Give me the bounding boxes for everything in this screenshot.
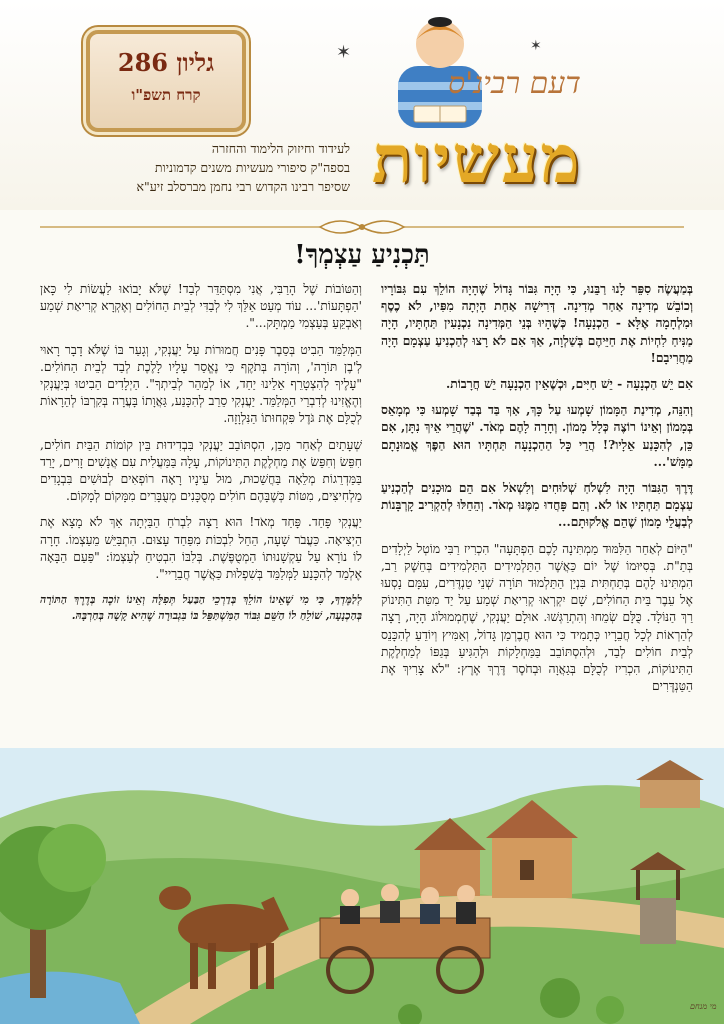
bird-icon: ✶ <box>336 42 352 63</box>
bird-icon: ✶ <box>530 38 542 54</box>
paragraph: יַעֲנְקִי פָּחַד. פָּחַד מְאֹד! הוּא רָצָה לִבְרֹחַ הַבַּיְתָה אַךְ לֹא מָצָא אֶת הַיְצִיאָה. כַּעֲבֹר שָׁעָה, הֵחֵל לִבְכּוֹת מִפַּחַד עָצוּם. הִתְבַּיֵּשׁ מֵעַצְמוֹ. חָרָה לוֹ נוֹרָא עַל עַקְשָׁנוּתוֹ הַמְטֻפֶּשֶׁת. בְּלִבּוֹ הִבְטִיחַ לְעַצְמוֹ: "פַּעַם הַבָּאָה אֶלְמַד לְהִכָּנַע לַמְּלַמֵּד בְּשִׁפְלוּת כַּאֲשֶׁר חֲבֵרַיי". <box>40 515 362 582</box>
subtitle-line: שסיפר רבינו הקדוש רבי נחמן מברסלב זיע"א <box>136 179 350 194</box>
ornament-divider <box>0 215 724 239</box>
moral-paragraph: לְלַמֶּדְךָ, כִּי מִי שֶׁאֵינוֹ הוֹלֵךְ בְּדַרְכֵי הַבַּעַל תְּפִלָּה וְאֵינוֹ זוֹכֶה בְּדֶרֶךְ הַתּוֹרָה בְּהַכְנָעָה, שׁוֹלֵחַ לוֹ הַשֵּׁם גִּבּוֹר הַמִּשְׁתַּפֵּל בּוֹ בִּגְבוּרָה שֶׁהִיא קָשָׁה בְּחַרְבָּהּ. <box>40 593 362 622</box>
issue-badge <box>86 30 246 132</box>
subtitle-line: לעידוד וחיזוק הלימוד והחזרה <box>211 141 350 156</box>
artist-signature: מי מנחם <box>690 1002 717 1011</box>
left-column <box>40 281 362 632</box>
right-column <box>381 281 693 704</box>
issue-number: גליון 286 <box>117 48 215 77</box>
script-title: דעם רבינ'ס <box>448 66 581 101</box>
paragraph: בְּמַעֲשֶׂה סִפֵּר לָנוּ רַבֵּנוּ, כִּי הָיָה גִּבּוֹר גָּדוֹל שֶׁהָיָה הוֹלֵךְ עִם גִּבּוֹרָיו וְכוֹבֵשׁ מְדִינָה אַחַר מְדִינָה. דְּרִישָׁה אַחַת הָיְתָה מִפִּיו, לֹא כֶסֶף וּמִלְחָמָה אֶלָּא - הַכְנָעָה! כְּשֶׁהָיוּ בְּנֵי הַמְּדִינָה נִכְנָעִין תַּחְתָּיו, הָיָה מַנִּיחַ לִחְיוֹת אֶת חַיֵּיהֶם בְּשַׁלְוָה, אַךְ אִם לֹא רָצוּ לְהַכְנִיעַ עַצְמָם הָיָה מַחֲרִיבָם! <box>381 282 693 365</box>
publication-title: מעשיות <box>372 120 582 198</box>
paragraph: אִם יֵשׁ הַכְנָעָה - יֵשׁ חַיִּים, וּכְשֶׁאֵין הַכְנָעָה יֵשׁ חֲרָבוֹת. <box>446 377 693 392</box>
header-banner <box>0 0 724 210</box>
paragraph: שְׁעָתַיִם לְאַחַר מִכֵּן, הִסְתּוֹבֵב יַעֲנְקִי בִּבְדִידוּת בֵּין קוֹמוֹת הַבַּיִת חוֹלִים, חִפֵּשׂ וְחִפֵּשׂ אֶת מַחְלֶקֶת הַתִּינוֹקוֹת, עָלָה בַּמַּעֲלִית עִם אֲנָשִׁים זָרִים, יָרַד בַּמַּדְרֵגוֹת מְלֵאָה בַּחֲשֵׁכוּת, מוּל עֵינָיו רָאָה רוֹפְאִים לְבוּשִׁים בִּבְגָדִים מַלְחִיצִים, מִטּוֹת כְּשֶׁבָּהֶם חוֹלִים מְסֻכָּנִים מְעֻבָּרִים מִמָּקוֹם לְמָקוֹם. <box>40 437 362 504</box>
parsha-label: קרח תשפ"ו <box>131 86 201 104</box>
paragraph: הַמְּלַמֵּד הֵבִיט בְּסֵבֶר פָּנִים חֲמוּרוֹת עַל יַעֲנְקִי, וְגָעַר בּוֹ שֶׁלֹּא דָבָר רָאוּי לְ'בֶן תּוֹרָה', וְהוֹרָה בְּתֹקֶף כִּי נֶאֱסַר עָלָיו לָלֶכֶת לְבַד לְבֵית הַחוֹלִים. "עָלֶיךָ לְהִצְטָרֵף אֵלֵינוּ יַחַד, אוֹ לְמַהֵר לְבֵיתְךָ". הַיְלָדִים הֵבִיטוּ בְּיַעֲנְקִי וְהֶאֱזִינוּ לְדִבְרֵי הַמְּלַמֵּד. יַעֲנְקִי סֵרֵב לְהִכָּנַע, גַּאֲוָתוֹ בָּעֲרָה בְּקִרְבּוֹ לְהֵרָאוֹת לְכֻלָּם אֶת גֹּדֶל פִּקְחוּתוֹ הַנִּלְוָזָה. <box>40 342 362 426</box>
subtitle-line: בספה"ק סיפורי מעשיות משנים קדמוניות <box>154 160 350 175</box>
paragraph: דֶּרֶךְ הַגִּבּוֹר הָיָה לִשְׁלֹחַ שְׁלוּחִים וְלִשְׁאֹל אִם הֵם מוּכָנִים לְהַכְנִיעַ עַצְמָם תַּחְתָּיו אוֹ לֹא. וְהֵם פָּחֲדוּ מִמֶּנּוּ מְאֹד. וְהֵחֵלּוּ לְהַקְרִיב קָרְבָּנוֹת לְבַעֲלֵי מָמוֹן שֶׁהֵם אֱלֹקוּתָם... <box>381 481 693 530</box>
paragraph: "הַיּוֹם לְאַחַר הַלִּמּוּד מַמְתִּינָה לָכֶם הַפְתָּעָה" הִכְרִיז רַבִּי מוֹטְל לַיְלָדִים בְּתַ"ת. בְּסִיּוּמוֹ שֶׁל יוֹם כַּאֲשֶׁר הַתַּלְמִידִים הַתַּלְמִידִים בְּחֵשֶׁק רַב, הִמְתִּינוּ לָהֶם בְּתַחְתִּית בִּנְיַן הַתַּלְמוּד תּוֹרָה שְׁנֵי טַנְדֶּרִים, עִמָּם נָסְעוּ אֶל עֵבֶר בֵּית הַחוֹלִים, שָׁם יִקְרְאוּ קְרִיאַת שְׁמַע עַל יַד מִטַּת הַתִּינוֹק רַךְ הַנּוֹלָד. כֻּלָּם שְׂמֵחוּ וְהִתְרַגְּשׁוּ. אוּלָם יַעֲנְקִי, שֶׁחֶמְמוּלוֹג הָיָה, רָצָה לְהַרְאוֹת לְכָל חֲבֵרָיו כְּתָמִיד כִּי הוּא חֲבֶרְמַן גָּדוֹל, וְאַמִּיץ וְיוֹדֵעַ לְהִכָּנֵס לְבֵית חוֹלִים לְבַד, וּלְהִסְתּוֹבֵב בַּמַּחְלָקוֹת וּלְהַגִּיעַ בְּגַפּוֹ לְמַחְלֶקֶת הַתִּינוֹקוֹת, הִכְרִיז לְכֻלָּם בְּגַאֲוָה וּבְחֹסֶר דֶּרֶךְ אֶרֶץ: "לֹא צָרִיךְ אֶת הַטַּנְדֶּרִים <box>381 541 693 694</box>
article-title: תַּכְנִיעַ עַצְמְךָ! <box>294 240 430 270</box>
paragraph: וְהִנֵּה, מְדִינַת הַמָּמוֹן שָׁמְעוּ עַל כָּךְ, אַךְ בַּד בְּבַד שָׁמְעוּ כִּי מְמָאֵס בְּמָמוֹן וְאֵינוֹ רוֹצֶה כְּלָל מָמוֹן. וְחָרָה לָהֶם מְאֹד. 'שֶׁהֲרֵי אֵיךְ נִתָּן, אִם כֵּן, לְהִכָּנַע אֵלָיו?! הֲרֵי כָּל הַהַכְנָעָה תַּחְתָּיו הוּא הַפֶּךְ אֱמוּנָתָם מַמָּשׁ'... <box>381 403 693 469</box>
paragraph: וְהַטּוֹבוֹת שֶׁל הָרַבִּי, אֲנִי מִסְתַּדֵּר לְבַד! שֶׁלֹּא יָבוֹאוּ לַעֲשׂוֹת לִי כָּאן 'הַפְתָּעוֹת'... עוֹד מְעַט אַלֵּךְ לִי לְבַדִּי לְבֵית הַחוֹלִים וְאֶקְרָא קְרִיאַת שְׁמַע וְאַבְקֵּעַ בְּעַצְמִי מַמְתָּק...". <box>40 282 362 331</box>
village-wagon-illustration <box>0 748 724 1024</box>
subtitle <box>32 139 350 196</box>
